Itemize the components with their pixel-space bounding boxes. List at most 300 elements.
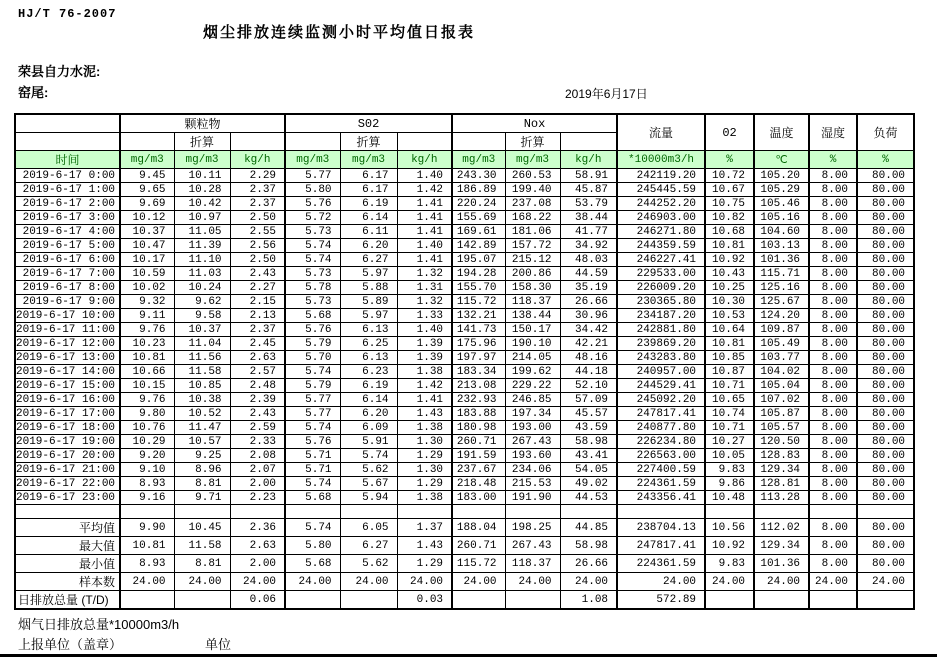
value-cell: 8.00 xyxy=(809,211,857,225)
nox-rate-blank xyxy=(560,133,617,151)
so2-unit-mgm3: mg/m3 xyxy=(285,151,340,169)
value-cell: 80.00 xyxy=(857,555,914,573)
value-cell: 6.17 xyxy=(340,183,397,197)
value-cell: 5.70 xyxy=(285,351,340,365)
value-cell: 10.67 xyxy=(705,183,754,197)
daily-flue-gas-total-note: 烟气日排放总量*10000m3/h xyxy=(18,617,180,632)
value-cell: 1.40 xyxy=(397,323,452,337)
value-cell: 9.10 xyxy=(120,463,174,477)
table-row xyxy=(15,537,914,555)
value-cell: 34.92 xyxy=(560,239,617,253)
value-cell: 5.88 xyxy=(340,281,397,295)
value-cell: 6.20 xyxy=(340,239,397,253)
value-cell: 245445.59 xyxy=(617,183,705,197)
value-cell: 237.08 xyxy=(505,197,560,211)
value-cell: 2.55 xyxy=(230,225,285,239)
value-cell: 142.89 xyxy=(452,239,505,253)
value-cell: 44.59 xyxy=(560,267,617,281)
value-cell: 8.00 xyxy=(809,281,857,295)
value-cell: 5.71 xyxy=(285,463,340,477)
value-cell: 193.00 xyxy=(505,421,560,435)
value-cell: 5.68 xyxy=(285,555,340,573)
so2-group-header: S02 xyxy=(285,114,452,133)
value-cell: 5.97 xyxy=(340,267,397,281)
row-label-cell: 2019-6-17 11:00 xyxy=(15,323,120,337)
value-cell: 5.73 xyxy=(285,295,340,309)
value-cell: 10.37 xyxy=(174,323,230,337)
value-cell: 45.87 xyxy=(560,183,617,197)
value-cell: 237.67 xyxy=(452,463,505,477)
nox-converted-header: 折算 xyxy=(505,133,560,151)
value-cell: 10.28 xyxy=(174,183,230,197)
nox-unit-kgh: kg/h xyxy=(560,151,617,169)
value-cell xyxy=(754,505,809,519)
value-cell: 24.00 xyxy=(857,573,914,591)
value-cell: 80.00 xyxy=(857,295,914,309)
value-cell: 80.00 xyxy=(857,463,914,477)
value-cell: 8.00 xyxy=(809,225,857,239)
value-cell: 10.76 xyxy=(120,421,174,435)
value-cell: 58.91 xyxy=(560,169,617,183)
value-cell: 1.08 xyxy=(560,591,617,610)
value-cell xyxy=(705,591,754,610)
row-label-cell: 2019-6-17 4:00 xyxy=(15,225,120,239)
value-cell: 186.89 xyxy=(452,183,505,197)
table-row xyxy=(15,491,914,505)
value-cell: 6.13 xyxy=(340,351,397,365)
row-label-cell: 2019-6-17 14:00 xyxy=(15,365,120,379)
value-cell: 5.74 xyxy=(285,477,340,491)
value-cell: 2.00 xyxy=(230,555,285,573)
pm-converted-header: 折算 xyxy=(174,133,230,151)
row-label-cell: 日排放总量 (T/D) xyxy=(15,591,120,610)
row-label-cell: 2019-6-17 18:00 xyxy=(15,421,120,435)
value-cell xyxy=(617,505,705,519)
value-cell: 48.16 xyxy=(560,351,617,365)
value-cell: 8.00 xyxy=(809,449,857,463)
value-cell: 8.00 xyxy=(809,253,857,267)
value-cell: 24.00 xyxy=(174,573,230,591)
table-row xyxy=(15,295,914,309)
value-cell: 10.92 xyxy=(705,253,754,267)
value-cell xyxy=(174,591,230,610)
value-cell: 6.19 xyxy=(340,379,397,393)
value-cell: 2.45 xyxy=(230,337,285,351)
value-cell: 112.02 xyxy=(754,519,809,537)
value-cell: 9.86 xyxy=(705,477,754,491)
table-row xyxy=(15,309,914,323)
value-cell: 10.85 xyxy=(174,379,230,393)
value-cell: 169.61 xyxy=(452,225,505,239)
value-cell: 5.74 xyxy=(340,449,397,463)
value-cell: 141.73 xyxy=(452,323,505,337)
value-cell: 49.02 xyxy=(560,477,617,491)
value-cell: 8.00 xyxy=(809,169,857,183)
value-cell: 155.70 xyxy=(452,281,505,295)
value-cell: 188.04 xyxy=(452,519,505,537)
value-cell xyxy=(857,505,914,519)
table-row xyxy=(15,365,914,379)
table-row xyxy=(15,225,914,239)
value-cell: 2.08 xyxy=(230,449,285,463)
value-cell: 6.05 xyxy=(340,519,397,537)
value-cell: 191.59 xyxy=(452,449,505,463)
value-cell: 5.74 xyxy=(285,365,340,379)
value-cell: 9.58 xyxy=(174,309,230,323)
value-cell: 10.43 xyxy=(705,267,754,281)
value-cell: 24.00 xyxy=(617,573,705,591)
value-cell: 5.72 xyxy=(285,211,340,225)
value-cell: 5.79 xyxy=(285,337,340,351)
row-label-cell: 最大值 xyxy=(15,537,120,555)
value-cell: 9.80 xyxy=(120,407,174,421)
value-cell: 10.57 xyxy=(174,435,230,449)
load-unit: % xyxy=(857,151,914,169)
value-cell: 1.40 xyxy=(397,239,452,253)
value-cell: 0.03 xyxy=(397,591,452,610)
value-cell: 10.75 xyxy=(705,197,754,211)
value-cell: 168.22 xyxy=(505,211,560,225)
value-cell: 9.25 xyxy=(174,449,230,463)
value-cell: 5.80 xyxy=(285,537,340,555)
value-cell: 58.98 xyxy=(560,435,617,449)
value-cell: 1.41 xyxy=(397,197,452,211)
row-label-cell: 2019-6-17 8:00 xyxy=(15,281,120,295)
value-cell: 8.93 xyxy=(120,477,174,491)
so2-unit-converted-mgm3: mg/m3 xyxy=(340,151,397,169)
value-cell: 2.50 xyxy=(230,211,285,225)
pm-rate-blank xyxy=(230,133,285,151)
value-cell: 9.83 xyxy=(705,555,754,573)
value-cell: 229533.00 xyxy=(617,267,705,281)
value-cell: 6.09 xyxy=(340,421,397,435)
value-cell: 234187.20 xyxy=(617,309,705,323)
value-cell: 104.02 xyxy=(754,365,809,379)
value-cell: 9.76 xyxy=(120,393,174,407)
value-cell: 125.16 xyxy=(754,281,809,295)
value-cell: 9.45 xyxy=(120,169,174,183)
value-cell: 267.43 xyxy=(505,435,560,449)
time-column-header: 时间 xyxy=(15,151,120,169)
value-cell: 5.80 xyxy=(285,183,340,197)
value-cell: 247817.41 xyxy=(617,537,705,555)
value-cell: 80.00 xyxy=(857,309,914,323)
pm-unit-mgm3: mg/m3 xyxy=(120,151,174,169)
value-cell: 2.00 xyxy=(230,477,285,491)
row-label-cell: 2019-6-17 19:00 xyxy=(15,435,120,449)
value-cell: 24.00 xyxy=(754,573,809,591)
row-label-cell: 2019-6-17 15:00 xyxy=(15,379,120,393)
row-label-cell: 2019-6-17 21:00 xyxy=(15,463,120,477)
value-cell: 80.00 xyxy=(857,435,914,449)
value-cell xyxy=(809,505,857,519)
row-label-cell: 2019-6-17 20:00 xyxy=(15,449,120,463)
value-cell: 226009.20 xyxy=(617,281,705,295)
pm-unit-converted-mgm3: mg/m3 xyxy=(174,151,230,169)
value-cell: 5.62 xyxy=(340,463,397,477)
so2-converted-header: 折算 xyxy=(340,133,397,151)
value-cell: 10.37 xyxy=(120,225,174,239)
value-cell: 6.14 xyxy=(340,211,397,225)
value-cell: 10.05 xyxy=(705,449,754,463)
value-cell: 10.64 xyxy=(705,323,754,337)
table-body xyxy=(15,169,914,610)
value-cell: 8.00 xyxy=(809,463,857,477)
value-cell: 183.34 xyxy=(452,365,505,379)
value-cell: 197.34 xyxy=(505,407,560,421)
value-cell: 105.29 xyxy=(754,183,809,197)
value-cell: 9.65 xyxy=(120,183,174,197)
value-cell: 1.43 xyxy=(397,537,452,555)
report-table xyxy=(14,113,915,610)
value-cell: 191.90 xyxy=(505,491,560,505)
value-cell: 105.49 xyxy=(754,337,809,351)
value-cell: 80.00 xyxy=(857,253,914,267)
value-cell: 245092.20 xyxy=(617,393,705,407)
value-cell: 9.90 xyxy=(120,519,174,537)
value-cell: 2.37 xyxy=(230,323,285,337)
value-cell: 0.06 xyxy=(230,591,285,610)
value-cell: 24.00 xyxy=(397,573,452,591)
value-cell: 80.00 xyxy=(857,491,914,505)
value-cell: 129.34 xyxy=(754,463,809,477)
table-row xyxy=(15,183,914,197)
value-cell: 5.79 xyxy=(285,379,340,393)
value-cell: 9.71 xyxy=(174,491,230,505)
value-cell: 44.85 xyxy=(560,519,617,537)
value-cell: 1.41 xyxy=(397,211,452,225)
value-cell: 232.93 xyxy=(452,393,505,407)
value-cell: 2.39 xyxy=(230,393,285,407)
value-cell: 2.37 xyxy=(230,197,285,211)
value-cell: 105.20 xyxy=(754,169,809,183)
value-cell: 8.00 xyxy=(809,393,857,407)
nox-unit-converted-mgm3: mg/m3 xyxy=(505,151,560,169)
value-cell: 2.59 xyxy=(230,421,285,435)
row-label-cell: 2019-6-17 7:00 xyxy=(15,267,120,281)
value-cell: 11.10 xyxy=(174,253,230,267)
value-cell: 52.10 xyxy=(560,379,617,393)
value-cell: 5.77 xyxy=(285,393,340,407)
value-cell: 8.81 xyxy=(174,477,230,491)
value-cell: 8.00 xyxy=(809,555,857,573)
value-cell: 200.86 xyxy=(505,267,560,281)
row-label-cell: 2019-6-17 9:00 xyxy=(15,295,120,309)
value-cell: 1.40 xyxy=(397,169,452,183)
value-cell: 125.67 xyxy=(754,295,809,309)
value-cell: 2.15 xyxy=(230,295,285,309)
value-cell: 10.17 xyxy=(120,253,174,267)
row-label-cell: 2019-6-17 13:00 xyxy=(15,351,120,365)
value-cell: 214.05 xyxy=(505,351,560,365)
value-cell: 57.09 xyxy=(560,393,617,407)
value-cell: 5.73 xyxy=(285,267,340,281)
value-cell: 44.18 xyxy=(560,365,617,379)
value-cell: 1.43 xyxy=(397,407,452,421)
temp-unit: ℃ xyxy=(754,151,809,169)
value-cell: 43.59 xyxy=(560,421,617,435)
value-cell xyxy=(397,505,452,519)
value-cell: 215.53 xyxy=(505,477,560,491)
value-cell: 9.11 xyxy=(120,309,174,323)
value-cell: 53.79 xyxy=(560,197,617,211)
value-cell: 11.58 xyxy=(174,537,230,555)
o2-unit: % xyxy=(705,151,754,169)
value-cell: 24.00 xyxy=(120,573,174,591)
value-cell: 1.41 xyxy=(397,225,452,239)
value-cell: 2.29 xyxy=(230,169,285,183)
value-cell: 9.83 xyxy=(705,463,754,477)
so2-raw-blank xyxy=(285,133,340,151)
value-cell xyxy=(505,591,560,610)
table-row xyxy=(15,267,914,281)
value-cell: 572.89 xyxy=(617,591,705,610)
value-cell: 105.16 xyxy=(754,211,809,225)
value-cell: 230365.80 xyxy=(617,295,705,309)
value-cell xyxy=(340,591,397,610)
value-cell: 260.53 xyxy=(505,169,560,183)
value-cell: 1.39 xyxy=(397,351,452,365)
table-row xyxy=(15,239,914,253)
value-cell xyxy=(452,505,505,519)
value-cell: 10.11 xyxy=(174,169,230,183)
value-cell: 183.88 xyxy=(452,407,505,421)
value-cell: 10.81 xyxy=(705,337,754,351)
report-date: 2019年6月17日 xyxy=(565,87,648,101)
value-cell: 10.81 xyxy=(120,537,174,555)
value-cell xyxy=(754,591,809,610)
value-cell: 1.29 xyxy=(397,477,452,491)
value-cell xyxy=(174,505,230,519)
value-cell: 240877.80 xyxy=(617,421,705,435)
value-cell: 150.17 xyxy=(505,323,560,337)
value-cell: 107.02 xyxy=(754,393,809,407)
load-group-header: 负荷 xyxy=(857,114,914,151)
value-cell: 227400.59 xyxy=(617,463,705,477)
value-cell: 2.37 xyxy=(230,183,285,197)
value-cell xyxy=(285,505,340,519)
table-row xyxy=(15,337,914,351)
value-cell: 24.00 xyxy=(505,573,560,591)
value-cell: 2.23 xyxy=(230,491,285,505)
table-row xyxy=(15,505,914,519)
value-cell: 157.72 xyxy=(505,239,560,253)
value-cell: 213.08 xyxy=(452,379,505,393)
value-cell: 115.72 xyxy=(452,295,505,309)
value-cell: 35.19 xyxy=(560,281,617,295)
value-cell: 10.65 xyxy=(705,393,754,407)
value-cell: 226563.00 xyxy=(617,449,705,463)
value-cell: 199.62 xyxy=(505,365,560,379)
value-cell: 10.15 xyxy=(120,379,174,393)
value-cell: 80.00 xyxy=(857,323,914,337)
value-cell: 6.25 xyxy=(340,337,397,351)
value-cell: 1.38 xyxy=(397,365,452,379)
value-cell: 8.81 xyxy=(174,555,230,573)
value-cell: 8.00 xyxy=(809,379,857,393)
value-cell: 80.00 xyxy=(857,449,914,463)
value-cell: 105.87 xyxy=(754,407,809,421)
value-cell: 103.13 xyxy=(754,239,809,253)
value-cell: 10.29 xyxy=(120,435,174,449)
company-name: 荣县自力水泥: xyxy=(18,64,101,79)
value-cell: 105.57 xyxy=(754,421,809,435)
value-cell: 11.04 xyxy=(174,337,230,351)
value-cell: 101.36 xyxy=(754,555,809,573)
table-row xyxy=(15,281,914,295)
value-cell: 5.67 xyxy=(340,477,397,491)
row-label-cell: 2019-6-17 0:00 xyxy=(15,169,120,183)
value-cell xyxy=(120,505,174,519)
table-row xyxy=(15,591,914,610)
value-cell: 109.87 xyxy=(754,323,809,337)
standard-code: HJ/T 76-2007 xyxy=(18,7,117,21)
value-cell: 6.23 xyxy=(340,365,397,379)
value-cell: 128.81 xyxy=(754,477,809,491)
value-cell: 8.00 xyxy=(809,365,857,379)
value-cell: 243283.80 xyxy=(617,351,705,365)
value-cell: 80.00 xyxy=(857,393,914,407)
value-cell: 5.74 xyxy=(285,239,340,253)
table-row xyxy=(15,169,914,183)
value-cell xyxy=(705,505,754,519)
value-cell xyxy=(285,591,340,610)
flow-group-header: 流量 xyxy=(617,114,705,151)
unit-label: 单位 xyxy=(205,637,232,652)
row-label-cell: 2019-6-17 23:00 xyxy=(15,491,120,505)
value-cell: 5.74 xyxy=(285,253,340,267)
value-cell: 229.22 xyxy=(505,379,560,393)
value-cell: 11.56 xyxy=(174,351,230,365)
value-cell: 246.85 xyxy=(505,393,560,407)
table-row xyxy=(15,449,914,463)
value-cell: 128.83 xyxy=(754,449,809,463)
value-cell: 1.32 xyxy=(397,295,452,309)
value-cell: 10.72 xyxy=(705,169,754,183)
so2-unit-kgh: kg/h xyxy=(397,151,452,169)
value-cell: 5.76 xyxy=(285,197,340,211)
table-row xyxy=(15,407,914,421)
row-label-cell: 2019-6-17 3:00 xyxy=(15,211,120,225)
table-row xyxy=(15,573,914,591)
value-cell: 8.00 xyxy=(809,351,857,365)
value-cell: 8.00 xyxy=(809,421,857,435)
value-cell: 34.42 xyxy=(560,323,617,337)
value-cell: 8.00 xyxy=(809,491,857,505)
value-cell: 2.57 xyxy=(230,365,285,379)
value-cell: 8.00 xyxy=(809,323,857,337)
humidity-group-header: 湿度 xyxy=(809,114,857,151)
value-cell: 80.00 xyxy=(857,365,914,379)
value-cell: 58.98 xyxy=(560,537,617,555)
value-cell: 118.37 xyxy=(505,295,560,309)
table-row xyxy=(15,197,914,211)
value-cell: 243.30 xyxy=(452,169,505,183)
value-cell: 10.52 xyxy=(174,407,230,421)
value-cell: 10.24 xyxy=(174,281,230,295)
value-cell: 101.36 xyxy=(754,253,809,267)
value-cell: 2.63 xyxy=(230,351,285,365)
value-cell: 44.53 xyxy=(560,491,617,505)
value-cell xyxy=(230,505,285,519)
value-cell: 1.41 xyxy=(397,253,452,267)
so2-rate-blank xyxy=(397,133,452,151)
value-cell: 238704.13 xyxy=(617,519,705,537)
value-cell: 80.00 xyxy=(857,477,914,491)
value-cell: 115.72 xyxy=(452,555,505,573)
row-label-cell: 样本数 xyxy=(15,573,120,591)
value-cell: 80.00 xyxy=(857,197,914,211)
